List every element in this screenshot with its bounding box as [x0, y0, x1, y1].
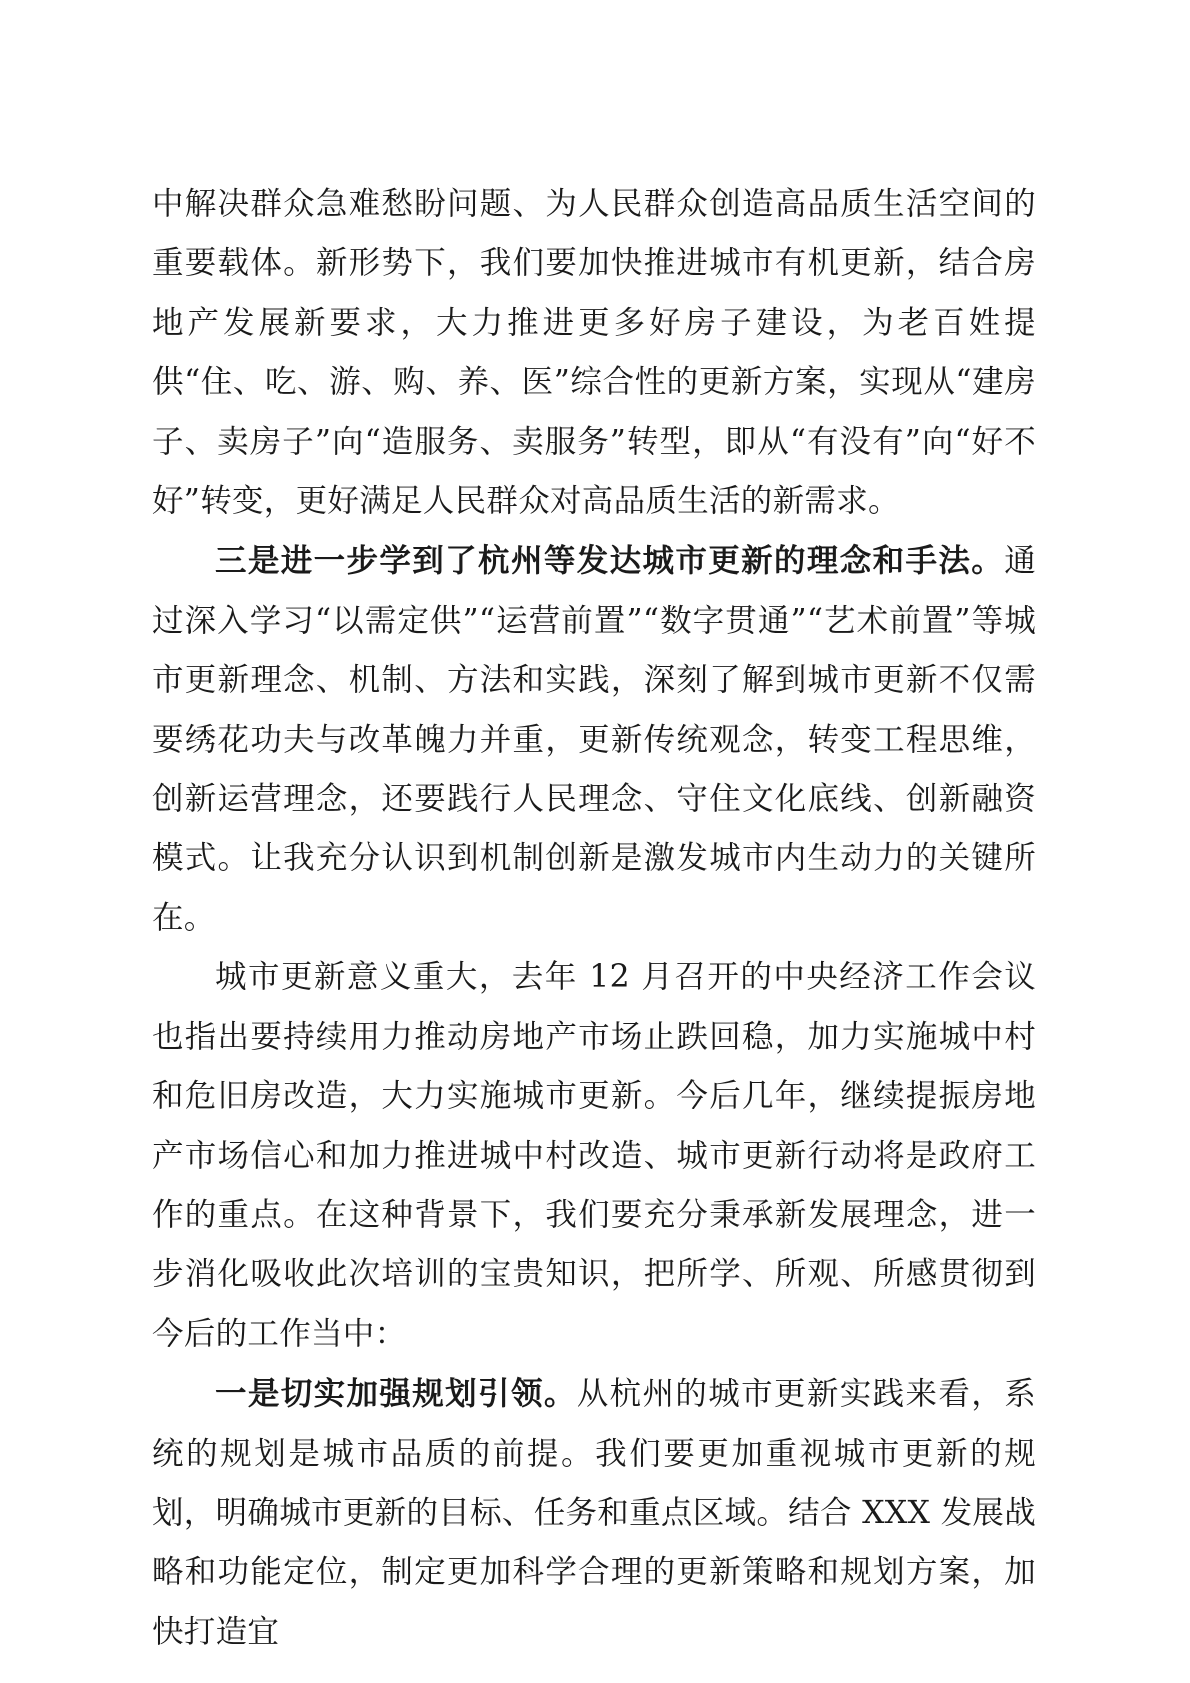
paragraph-lead-heading: 三是进一步学到了杭州等发达城市更新的理念和手法。	[215, 542, 1005, 580]
paragraph-text: 中解决群众急难愁盼问题、为人民群众创造高品质生活空间的重要载体。新形势下，我们要加快推进城市有机更新，结合房地产发展新要求，大力推进更多好房子建设，为老百姓提供“住、吃、游、购、养、医”综合性的更新方案，实现从“建房子、卖房子”向“造服务、卖服务”转型，即从“有没有”向“好不好”转变，更好满足人民群众对高品质生活的新需求。	[152, 186, 1036, 520]
paragraph-significance	[152, 948, 1036, 1364]
paragraph-text: 城市更新意义重大，去年 12 月召开的中央经济工作会议也指出要持续用力推动房地产市场止跌回稳，加力实施城中村和危旧房改造，大力实施城市更新。今后几年，继续提振房地产市场信心和加力推进城中村改造、城市更新行动将是政府工作的重点。在这种背景下，我们要充分秉承新发展理念，进一步消化吸收此次培训的宝贵知识，把所学、所观、所感贯彻到今后的工作当中：	[152, 959, 1036, 1352]
paragraph-continuation	[152, 175, 1036, 531]
paragraph-lead-heading: 一是切实加强规划引领。	[215, 1375, 577, 1413]
body-text	[152, 175, 1036, 1662]
paragraph-text: 通过深入学习“以需定供”“运营前置”“数字贯通”“艺术前置”等城市更新理念、机制、方法和实践，深刻了解到城市更新不仅需要绣花功夫与改革魄力并重，更新传统观念，转变工程思维，创新运营理念，还要践行人民理念、守住文化底线、创新融资模式。让我充分认识到机制创新是激发城市内生动力的关键所在。	[152, 543, 1036, 936]
paragraph-text: 从杭州的城市更新实践来看，系统的规划是城市品质的前提。我们要更加重视城市更新的规划，明确城市更新的目标、任务和重点区域。结合 XXX 发展战略和功能定位，制定更加科学合理的更新策略和规划方案，加快打造宜	[152, 1376, 1036, 1650]
paragraph-point-three	[152, 531, 1036, 948]
paragraph-point-one	[152, 1364, 1036, 1662]
